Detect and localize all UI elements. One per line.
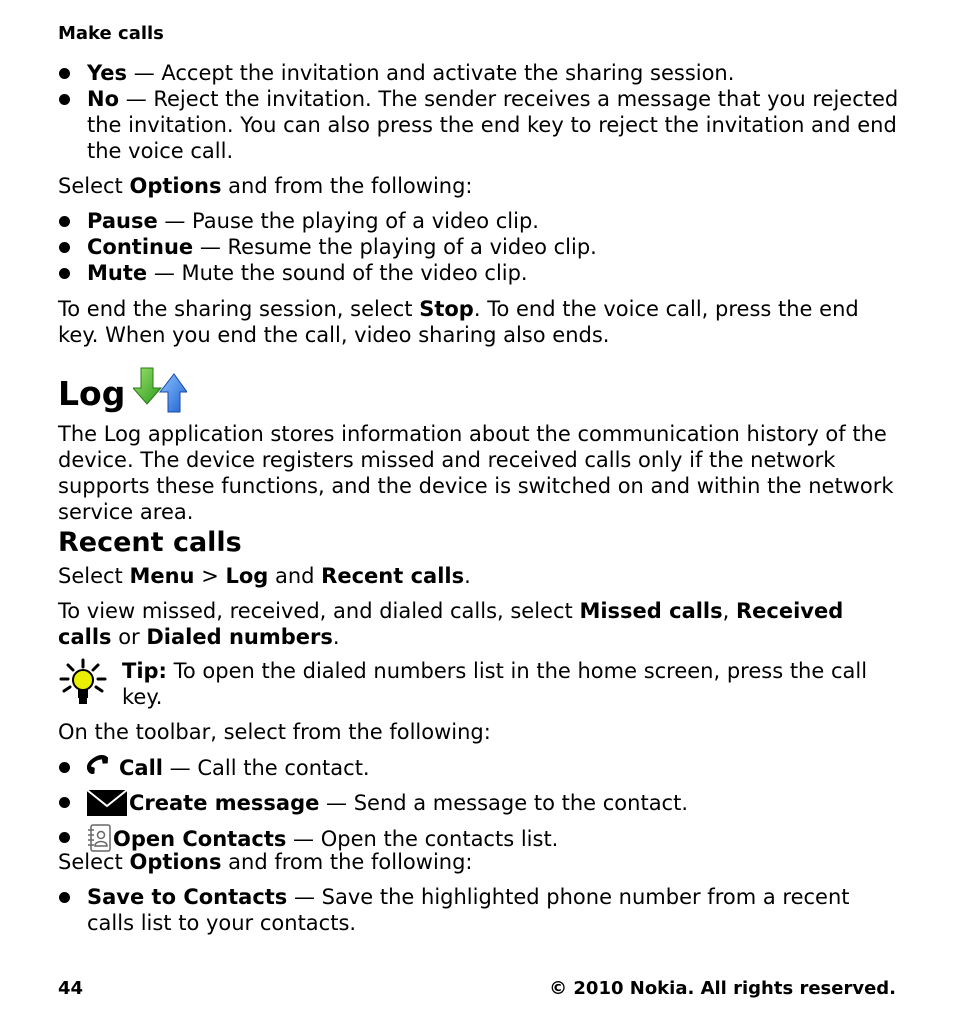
option-desc: — Mute the sound of the video clip.: [147, 261, 528, 285]
bullet: [59, 892, 70, 903]
playback-options-list: [58, 208, 903, 286]
phone-handset-icon: [87, 755, 117, 789]
log-intro: The Log application stores information about the communication history of the device. The device registers missed and received calls only if the network supports these functions, and the device is switched on and within the network service area.: [58, 422, 894, 524]
menu-term: Options: [129, 850, 222, 874]
more-options-list: [58, 884, 903, 936]
list-item: [58, 754, 903, 789]
bullet: [59, 216, 70, 227]
option-desc: — Accept the invitation and activate the sharing session.: [127, 61, 735, 85]
option-desc: — Call the contact.: [162, 756, 370, 780]
lightbulb-icon: [58, 658, 108, 710]
page-number: 44: [58, 978, 84, 999]
option-term: Open Contacts: [113, 827, 287, 851]
option-term: Continue: [87, 235, 194, 259]
copyright: © 2010 Nokia. All rights reserved.: [549, 978, 896, 999]
log-title: Log: [58, 374, 126, 413]
bullet: [59, 832, 70, 843]
list-item: [58, 60, 903, 86]
menu-path: Select Menu > Log and Recent calls.: [58, 564, 471, 588]
envelope-icon: [87, 790, 127, 824]
running-head: Make calls: [58, 23, 164, 44]
option-term: Mute: [87, 261, 148, 285]
option-term: Yes: [87, 61, 128, 85]
list-item: [58, 234, 903, 260]
list-item: [58, 86, 903, 164]
option-term: Pause: [87, 209, 158, 233]
list-item: [58, 884, 903, 936]
menu-term: Options: [129, 174, 222, 198]
option-term: Create message: [129, 791, 320, 815]
bullet: [59, 68, 70, 79]
page-footer: [58, 978, 896, 999]
menu-term: Stop: [419, 297, 474, 321]
paragraph: To end the sharing session, select Stop. To end the voice call, press the end key. When you end the call, video sharing also ends.: [58, 297, 859, 347]
bullet: [59, 268, 70, 279]
paragraph: Select Options and from the following:: [58, 850, 473, 874]
section-title: Recent calls: [58, 527, 242, 558]
option-desc: — Reject the invitation. The sender receives a message that you rejected the invitation. You can also press the end key to reject the invitation and end the voice call.: [87, 87, 899, 163]
option-desc: — Resume the playing of a video clip.: [193, 235, 597, 259]
list-item: [58, 208, 903, 234]
option-term: Call: [119, 756, 163, 780]
option-term: No: [87, 87, 120, 111]
option-term: Save to Contacts: [87, 885, 288, 909]
bullet: [59, 762, 70, 773]
bullet: [59, 242, 70, 253]
paragraph: Select Options and from the following:: [58, 174, 473, 198]
tip-text: Tip: To open the dialed numbers list in the home screen, press the call key.: [122, 659, 868, 709]
invitation-options-list: [58, 60, 903, 164]
paragraph: On the toolbar, select from the following:: [58, 720, 491, 744]
option-desc: — Send a message to the contact.: [319, 791, 689, 815]
log-heading-row: [58, 366, 903, 416]
option-desc: — Open the contacts list.: [286, 827, 559, 851]
log-arrows-icon: [133, 366, 187, 418]
list-item: [58, 789, 903, 824]
option-desc: — Save the highlighted phone number from a recent calls list to your contacts.: [87, 885, 850, 935]
option-desc: — Pause the playing of a video clip.: [157, 209, 539, 233]
toolbar-options-list: [58, 754, 903, 860]
list-item: [58, 260, 903, 286]
bullet: [59, 797, 70, 808]
paragraph: To view missed, received, and dialed calls, select Missed calls, Received calls or Dialed numbers.: [58, 599, 844, 649]
bullet: [59, 94, 70, 105]
tip-label: Tip:: [122, 659, 167, 683]
